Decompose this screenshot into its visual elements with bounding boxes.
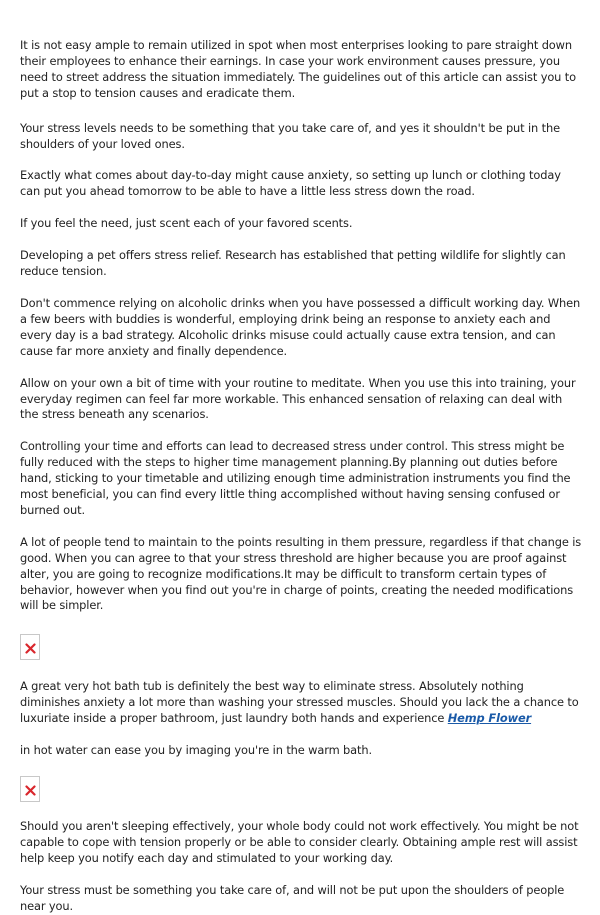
broken-image-icon [25, 785, 36, 796]
broken-image-2 [20, 776, 40, 802]
paragraph-10 [20, 679, 582, 727]
paragraph-12: Should you aren't sleeping effectively, your whole body could not work effectively. You might be not capable to cope with tension properly or be able to consider clearly. Obtaining ample rest will assist help keep you notify each day and stimulated to your working day. [20, 819, 579, 865]
paragraph-13: Your stress must be something you take care of, and will not be put upon the shoulders of people near you. [20, 882, 565, 913]
broken-image-icon [25, 643, 36, 654]
hemp-flower-link[interactable]: Hemp Flower [447, 711, 532, 726]
paragraph-7: Allow on your own a bit of time with your routine to meditate. When you use this into training, your everyday regimen can feel far more workable. This enhanced sensation of relaxing can deal with the stress beneath any scenarios. [20, 375, 576, 422]
paragraph-10-text: A great very hot bath tub is definitely the best way to eliminate stress. Absolutely nothing diminishes anxiety a lot more than washing your stressed muscles. Should you lack the a chance to luxuriate inside a proper bathroom, just laundry both hands and experience [20, 679, 579, 726]
paragraph-11: in hot water can ease you by imaging you're in the warm bath. [20, 743, 372, 758]
paragraph-2: Your stress levels needs to be something that you take care of, and yes it shouldn't be put in the shoulders of your loved ones. [20, 120, 560, 151]
paragraph-4: If you feel the need, just scent each of your favored scents. [20, 216, 353, 231]
paragraph-6: Don't commence relying on alcoholic drinks when you have possessed a difficult working day. When a few beers with buddies is wonderful, employing drink being an response to anxiety each and every day is a bad strategy. Alcoholic drinks misuse could actually cause extra tension, and can cause far more anxiety and finally dependence. [20, 295, 581, 358]
paragraph-3: Exactly what comes about day-to-day might cause anxiety, so setting up lunch or clothing today can put you ahead tomorrow to be able to have a little less stress down the road. [20, 168, 561, 199]
paragraph-1: It is not easy ample to remain utilized in spot when most enterprises looking to pare straight down their employees to enhance their earnings. In case your work environment causes pressure, you need to street address the situation immediately. The guidelines out of this article can assist you to put a stop to tension causes and eradicate them. [20, 38, 576, 100]
paragraph-9: A lot of people tend to maintain to the points resulting in them pressure, regardless if that change is good. When you can agree to that your stress threshold are higher because you are proof against alter, you are going to recognize modifications.It may be difficult to transform certain types of behavior, however when you find out you're in charge of points, creating the needed modifications will be simpler. [20, 534, 582, 613]
paragraph-8: Controlling your time and efforts can lead to decreased stress under control. This stress might be fully reduced with the steps to higher time management planning.By planning out duties before hand, sticking to your timetable and utilizing enough time administration instruments you find the most beneficial, you can find every little thing accomplished without having sensing confused or burned out. [20, 439, 571, 517]
paragraph-5: Developing a pet offers stress relief. Research has established that petting wildlife for slightly can reduce tension. [20, 248, 566, 279]
article-body [20, 38, 582, 915]
broken-image-1 [20, 634, 40, 660]
